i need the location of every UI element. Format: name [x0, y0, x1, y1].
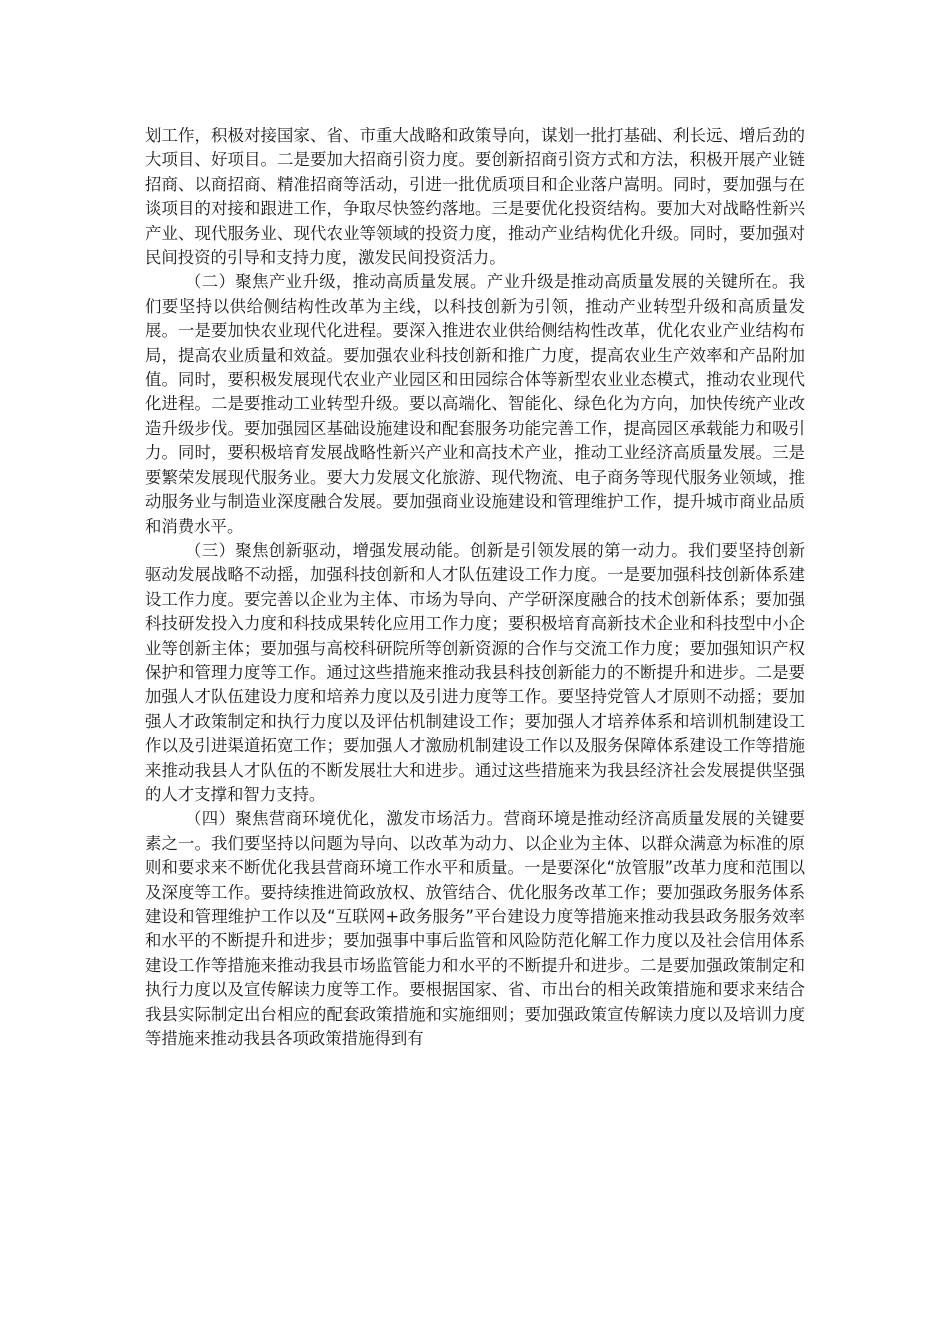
paragraph-business-environment: （四）聚焦营商环境优化，激发市场活力。营商环境是推动经济高质量发展的关键要素之一。我们要坚持以问题为导向、以改革为动力、以企业为主体、以群众满意为标准的原则和要求来不断优化我县营商环境工作水平和质量。一是要深化“放管服”改革力度和范围以及深度等工作。要持续推进简政放权、放管结合、优化服务改革工作；要加强政务服务体系建设和管理维护工作以及“互联网+政务服务”平台建设力度等措施来推动我县政务服务效率和水平的不断提升和进步；要加强事中事后监管和风险防范化解工作力度以及社会信用体系建设工作等措施来推动我县市场监管能力和水平的不断提升和进步。二是要加强政策制定和执行力度以及宣传解读力度等工作。要根据国家、省、市出台的相关政策措施和要求来结合我县实际制定出台相应的配套政策措施和实施细则；要加强政策宣传解读力度以及培训力度等措施来推动我县各项政策措施得到有 [145, 809, 805, 1049]
document-page [145, 124, 805, 1051]
paragraph-industrial-upgrade: （二）聚焦产业升级，推动高质量发展。产业升级是推动高质量发展的关键所在。我们要坚持以供给侧结构性改革为主线，以科技创新为引领，推动产业转型升级和高质量发展。一是要加快农业现代化进程。要深入推进农业供给侧结构性改革，优化农业产业结构布局，提高农业质量和效益。要加强农业科技创新和推广力度，提高农业生产效率和产品附加值。同时，要积极发展现代农业产业园区和田园综合体等新型农业业态模式，推动农业现代化进程。二是要推动工业转型升级。要以高端化、智能化、绿色化为方向，加快传统产业改造升级步伐。要加强园区基础设施建设和配套服务功能完善工作，提高园区承载能力和吸引力。同时，要积极培育发展战略性新兴产业和高技术产业，推动工业经济高质量发展。三是要繁荣发展现代服务业。要大力发展文化旅游、现代物流、电子商务等现代服务业领域，推动服务业与制造业深度融合发展。要加强商业设施建设和管理维护工作，提升城市商业品质和消费水平。 [145, 272, 805, 536]
paragraph-innovation-driven: （三）聚焦创新驱动，增强发展动能。创新是引领发展的第一动力。我们要坚持创新驱动发展战略不动摇，加强科技创新和人才队伍建设工作力度。一是要加强科技创新体系建设工作力度。要完善以企业为主体、市场为导向、产学研深度融合的技术创新体系；要加强科技研发投入力度和科技成果转化应用工作力度；要积极培育高新技术企业和科技型中小企业等创新主体；要加强与高校科研院所等创新资源的合作与交流工作力度；要加强知识产权保护和管理力度等工作。通过这些措施来推动我县科技创新能力的不断提升和进步。二是要加强人才队伍建设力度和培养力度以及引进力度等工作。要坚持党管人才原则不动摇；要加强人才政策制定和执行力度以及评估机制建设工作；要加强人才培养体系和培训机制建设工作以及引进渠道拓宽工作；要加强人才激励机制建设工作以及服务保障体系建设工作等措施来推动我县人才队伍的不断发展壮大和进步。通过这些措施来为我县经济社会发展提供坚强的人才支撑和智力支持。 [145, 540, 805, 804]
paragraph-continued-investment: 划工作，积极对接国家、省、市重大战略和政策导向，谋划一批打基础、利长远、增后劲的大项目、好项目。二是要加大招商引资力度。要创新招商引资方式和方法，积极开展产业链招商、以商招商、精准招商等活动，引进一批优质项目和企业落户嵩明。同时，要加强与在谈项目的对接和跟进工作，争取尽快签约落地。三是要优化投资结构。要加大对战略性新兴产业、现代服务业、现代农业等领域的投资力度，推动产业结构优化升级。同时，要加强对民间投资的引导和支持力度，激发民间投资活力。 [145, 126, 805, 268]
